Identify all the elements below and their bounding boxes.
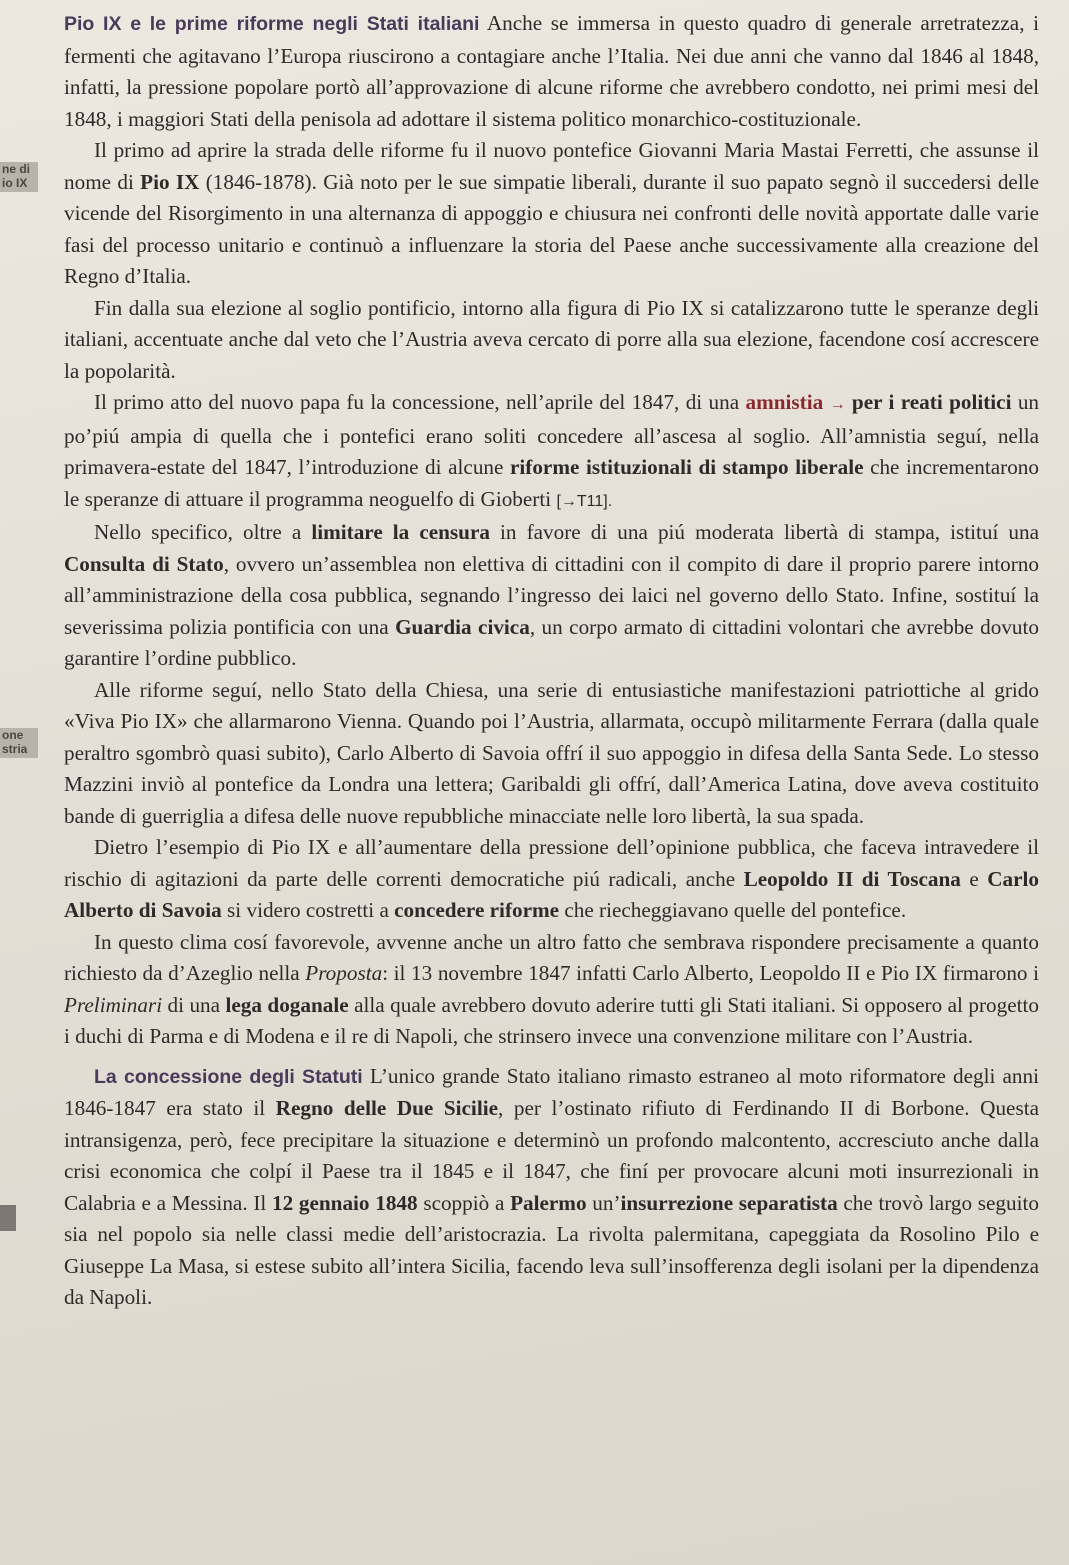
paragraph: Il primo ad aprire la strada delle riforme fu il nuovo pontefice Giovanni Maria Mastai Ferretti, che assunse il nome di Pio IX (1846-1878). Già noto per le sue simpatie liberali, durante il suo papato segnò il succedersi delle vicende del Risorgimento in una alternanza di appoggio e chiusura nei confronti delle novità apportate dalle varie fasi del processo unitario e continuò a influenzare la storia del Paese anche successivamente alla creazione del Regno d’Italia.: [64, 138, 1040, 288]
margin-label-line-2: io IX: [2, 176, 28, 190]
margin-label-reazione: [0, 728, 38, 758]
paragraph: Dietro l’esempio di Pio IX e all’aumentare della pressione dell’opinione pubblica, che faceva intravedere il rischio di agitazioni da parte delle correnti democratiche piú radicali, anche Leopoldo II di Toscana e Carlo Alberto di Savoia si videro costretti a concedere riforme che riecheggiavano quelle del pontefice.: [64, 835, 1040, 922]
paragraph: Il primo atto del nuovo papa fu la concessione, nell’aprile del 1847, di una amnistia → per i reati politici un po’piú ampia di quella che i pontefici erano soliti concedere all’ascesa al soglio. All’amnistia seguí, nella primavera-estate del 1847, l’introduzione di alcune riforme istituzionali di stampo liberale che incrementarono le speranze di attuare il programma neoguelfo di Gioberti [→T11].: [64, 390, 1039, 511]
section-title: La concessione degli Statuti: [94, 1065, 363, 1088]
margin-label-elezione: [0, 162, 38, 192]
paragraph: In questo clima cosí favorevole, avvenne anche un altro fatto che sembrava rispondere precisamente a quanto richiesto da d’Azeglio nella Proposta: il 13 novembre 1847 infatti Carlo Alberto, Leopoldo II e Pio IX firmarono i Preliminari di una lega doganale alla quale avrebbero dovuto aderire tutti gli Stati italiani. Si opposero al progetto i duchi di Parma e di Modena e il re di Napoli, che strinsero invece una convenzione militare con l’Austria.: [64, 929, 1040, 1048]
paragraph: Alle riforme seguí, nello Stato della Chiesa, una serie di entusiastiche manifestazioni patriottiche al grido «Viva Pio IX» che allarmarono Vienna. Quando poi l’Austria, allarmata, occupò militarmente Ferrara (dalla quale peraltro sgombrò quasi subito), Carlo Alberto di Savoia offrí il suo appoggio in difesa della Santa Sede. Lo stesso Mazzini inviò al pontefice da Londra una lettera; Garibaldi gli offrí, dall’America Latina, dove aveva costituito bande di guerriglia a difesa delle nuove repubbliche minacciate nelle loro libertà, la sua spada.: [64, 677, 1039, 828]
glossary-arrow-icon[interactable]: →: [829, 396, 846, 413]
section-title: Pio IX e le prime riforme negli Stati italiani: [64, 13, 480, 35]
paragraph: Fin dalla sua elezione al soglio pontificio, intorno alla figura di Pio IX si catalizzarono tutte le speranze degli italiani, accentuate anche dal veto che l’Austria aveva cercato di porre alla sua elezione, facendone cosí accrescere la popolarità.: [64, 295, 1039, 383]
margin-label-line-1: ne di: [2, 162, 31, 176]
margin-label-line-1: one: [2, 728, 24, 742]
paragraph: Pio IX e le prime riforme negli Stati italiani Anche se immersa in questo quadro di generale arretratezza, i fermenti che agitavano l’Europa riuscirono a contagiare anche l’Italia. Nei due anni che vanno dal 1846 al 1848, infatti, la pressione popolare portò all’approvazione di alcune riforme che avrebbero condotto, nei primi mesi del 1848, i maggiori Stati della penisola ad adottare il sistema politico monarchico-costituzionale.: [64, 11, 1039, 131]
paragraph: La concessione degli Statuti L’unico grande Stato italiano rimasto estraneo al moto riformatore degli anni 1846-1847 era stato il Regno delle Due Sicilie, per l’ostinato rifiuto di Ferdinando II di Borbone. Questa intransigenza, però, fece precipitare la situazione e determinò un profondo malcontento, accresciuto anche dalla crisi economica che colpí il Paese tra il 1845 e il 1847, che finí per provocare alcuni moti insurrezionali in Calabria e a Messina. Il 12 gennaio 1848 scoppiò a Palermo un’insurrezione separatista che trovò largo seguito sia nel popolo sia nelle classi medie dell’aristocrazia. La rivolta palermitana, capeggiata da Rosolino Pilo e Giuseppe La Masa, si estese subito all’intera Sicilia, facendo leva sull’insofferenza degli isolani per la dipendenza da Napoli.: [64, 1063, 1039, 1309]
glossary-term[interactable]: amnistia: [745, 390, 824, 414]
text-column: [64, 8, 1039, 1314]
section-marker: [0, 1205, 16, 1231]
paragraph: Nello specifico, oltre a limitare la censura in favore di una piú moderata libertà di stampa, istituí una Consulta di Stato, ovvero un’assemblea non elettiva di cittadini con il compito di dare il proprio parere intorno all’amministrazione della cosa pubblica, segnando l’ingresso dei laici nel governo dello Stato. Infine, sostituí la severissima polizia pontificia con una Guardia civica, un corpo armato di cittadini volontari che avrebbe dovuto garantire l’ordine pubblico.: [64, 520, 1040, 670]
margin-label-line-2: stria: [2, 742, 28, 756]
cross-reference[interactable]: [→T11].: [556, 492, 613, 510]
